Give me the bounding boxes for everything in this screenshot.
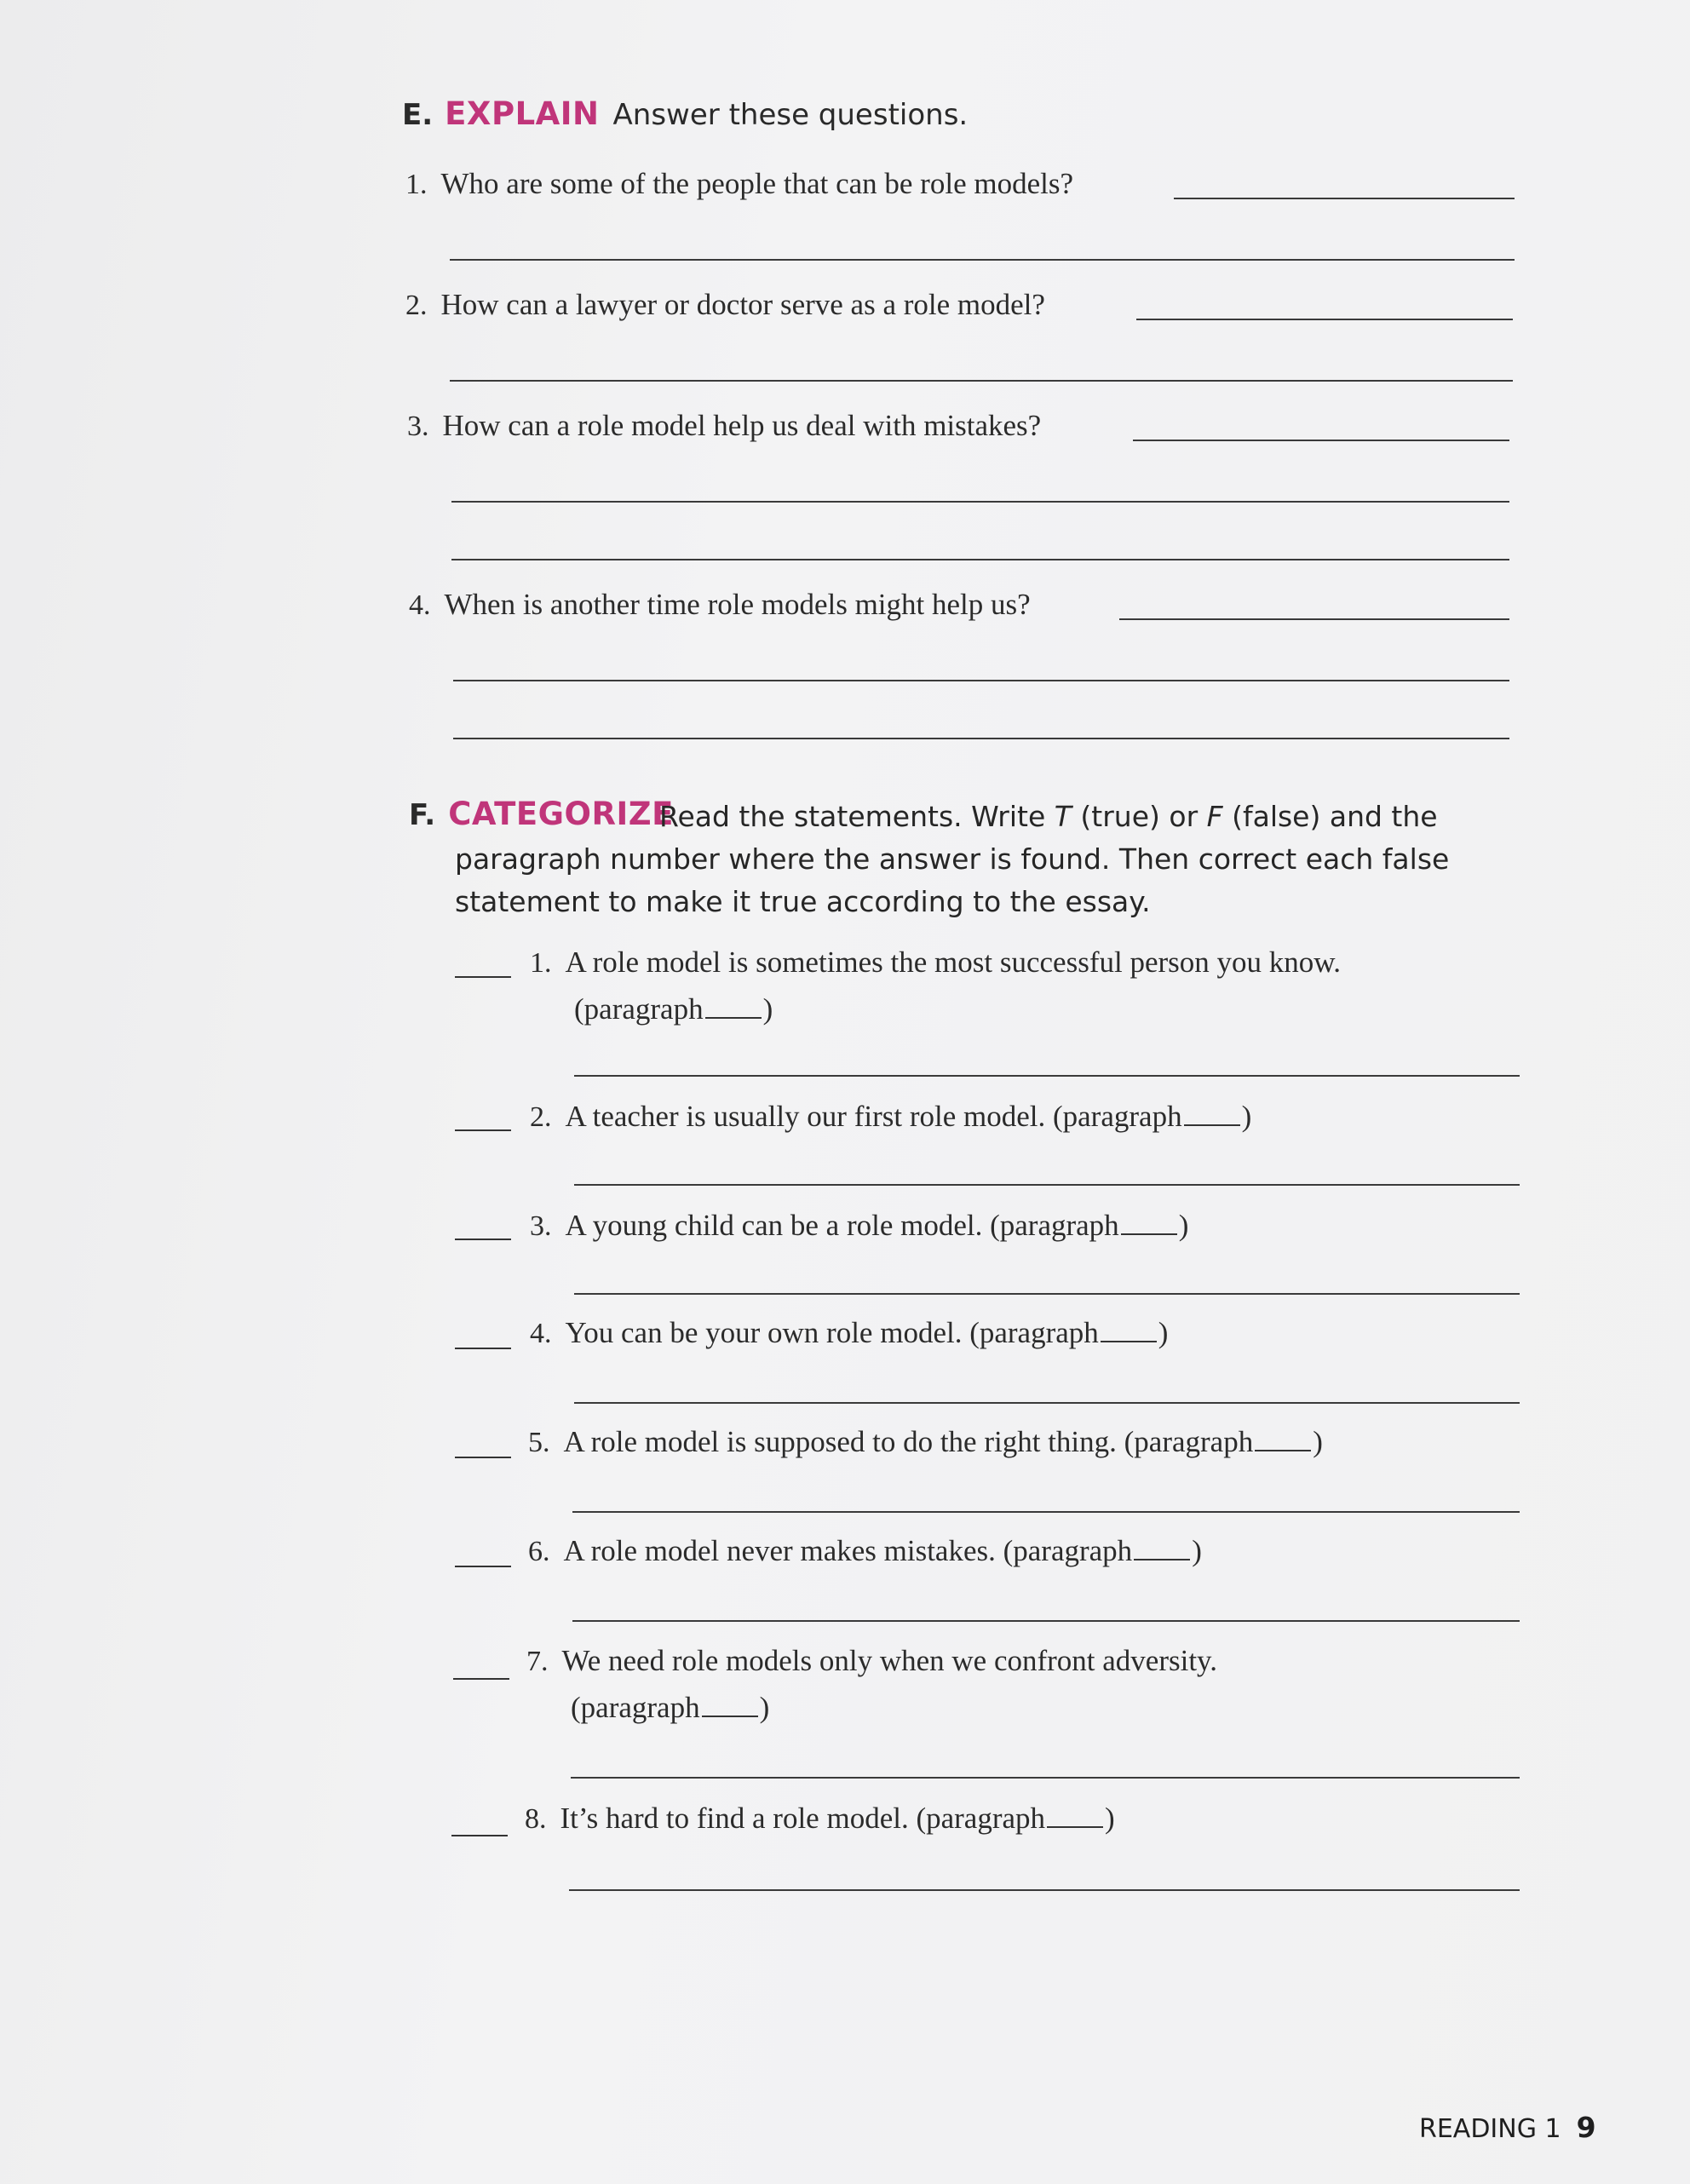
true-false-blank[interactable]	[455, 1129, 511, 1131]
correction-line[interactable]	[574, 1075, 1520, 1077]
true-false-blank[interactable]	[455, 1239, 511, 1240]
question-text: When is another time role models might help us?	[444, 588, 1031, 621]
true-false-blank[interactable]	[453, 1678, 509, 1680]
paragraph-number-blank[interactable]	[1121, 1208, 1177, 1235]
paragraph-number-blank[interactable]	[1101, 1315, 1157, 1342]
statement-number: 8.	[525, 1803, 547, 1835]
statement-number: 2.	[530, 1101, 552, 1133]
paragraph-number-blank[interactable]	[1047, 1801, 1103, 1828]
question-2	[405, 288, 1045, 322]
statement-text: A role model is sometimes the most successful person you know.	[565, 945, 1342, 979]
section-e-heading: EXPLAIN	[445, 95, 600, 132]
true-false-blank[interactable]	[455, 976, 511, 978]
answer-line[interactable]	[451, 559, 1509, 560]
statement-4: 4. You can be your own role model. (paragraph )	[530, 1316, 1169, 1349]
statement-7	[526, 1644, 1217, 1678]
statement-1	[530, 945, 1341, 980]
statement-number: 3.	[530, 1210, 552, 1242]
section-e-header	[402, 95, 968, 132]
true-false-blank[interactable]	[455, 1457, 511, 1458]
answer-line[interactable]	[1119, 618, 1509, 620]
answer-line[interactable]	[1133, 440, 1509, 441]
question-1	[405, 167, 1073, 201]
statement-number: 5.	[528, 1427, 550, 1458]
section-e-instruction: Answer these questions.	[612, 98, 969, 132]
true-false-blank[interactable]	[455, 1566, 511, 1567]
page-footer	[1419, 2111, 1596, 2144]
statement-number: 4.	[530, 1318, 552, 1349]
answer-line[interactable]	[453, 680, 1509, 681]
footer-label: READING 1	[1419, 2114, 1561, 2144]
paragraph-number-blank[interactable]	[702, 1690, 758, 1717]
statement-2: 2. A teacher is usually our first role model. (paragraph )	[530, 1100, 1252, 1133]
true-false-blank[interactable]	[451, 1835, 508, 1836]
correction-line[interactable]	[574, 1402, 1520, 1404]
answer-line[interactable]	[450, 380, 1513, 382]
correction-line[interactable]	[569, 1889, 1520, 1891]
question-3	[407, 409, 1041, 443]
paragraph-number-blank[interactable]	[705, 991, 762, 1019]
correction-line[interactable]	[572, 1620, 1520, 1622]
question-number: 4.	[409, 589, 431, 621]
paragraph-ref: (paragraph )	[574, 992, 773, 1026]
question-number: 3.	[407, 411, 429, 442]
statement-8: 8. It’s hard to find a role model. (paragraph )	[525, 1802, 1115, 1835]
statement-6: 6. A role model never makes mistakes. (paragraph )	[528, 1534, 1202, 1567]
correction-line[interactable]	[572, 1511, 1520, 1513]
statement-number: 1.	[530, 947, 552, 979]
statement-text: A young child can be a role model. (paragraph	[565, 1209, 1119, 1242]
true-false-blank[interactable]	[455, 1348, 511, 1349]
question-4	[409, 588, 1031, 622]
section-e-letter: E.	[402, 98, 434, 132]
statement-text: You can be your own role model. (paragraph	[565, 1316, 1099, 1349]
question-number: 2.	[405, 290, 428, 321]
statement-number: 7.	[526, 1646, 549, 1677]
statement-text: It’s hard to find a role model. (paragraph	[560, 1802, 1046, 1835]
statement-3: 3. A young child can be a role model. (paragraph )	[530, 1209, 1189, 1242]
question-number: 1.	[405, 169, 428, 200]
statement-text: A role model never makes mistakes. (paragraph	[563, 1534, 1133, 1567]
answer-line[interactable]	[453, 738, 1509, 739]
answer-line[interactable]	[1174, 198, 1515, 199]
statement-text: A role model is supposed to do the right thing. (paragraph	[563, 1425, 1254, 1458]
section-f-heading: CATEGORIZE	[448, 796, 674, 832]
statement-text: A teacher is usually our first role model. (paragraph	[565, 1100, 1182, 1133]
paragraph-ref: (paragraph )	[571, 1691, 770, 1724]
answer-line[interactable]	[1136, 319, 1513, 320]
section-f-instruction: Read the statements. Write T (true) or F (false) and the paragraph number where the answer is found. Then correct each false statement to make it true according to the essay.	[455, 800, 1450, 918]
statement-text: We need role models only when we confront adversity.	[561, 1644, 1218, 1677]
answer-line[interactable]	[450, 259, 1515, 261]
paragraph-number-blank[interactable]	[1134, 1533, 1190, 1560]
section-f-letter: F.	[409, 798, 436, 832]
correction-line[interactable]	[574, 1293, 1520, 1295]
page-number: 9	[1576, 2111, 1596, 2144]
statement-5: 5. A role model is supposed to do the right thing. (paragraph )	[528, 1425, 1323, 1458]
statement-number: 6.	[528, 1536, 550, 1567]
paragraph-number-blank[interactable]	[1184, 1099, 1240, 1126]
correction-line[interactable]	[574, 1184, 1520, 1186]
answer-line[interactable]	[451, 501, 1509, 503]
question-text: Who are some of the people that can be role models?	[440, 167, 1073, 200]
question-text: How can a role model help us deal with mistakes?	[442, 409, 1042, 442]
correction-line[interactable]	[571, 1777, 1520, 1779]
paragraph-number-blank[interactable]	[1255, 1424, 1311, 1451]
question-text: How can a lawyer or doctor serve as a role model?	[440, 288, 1045, 321]
